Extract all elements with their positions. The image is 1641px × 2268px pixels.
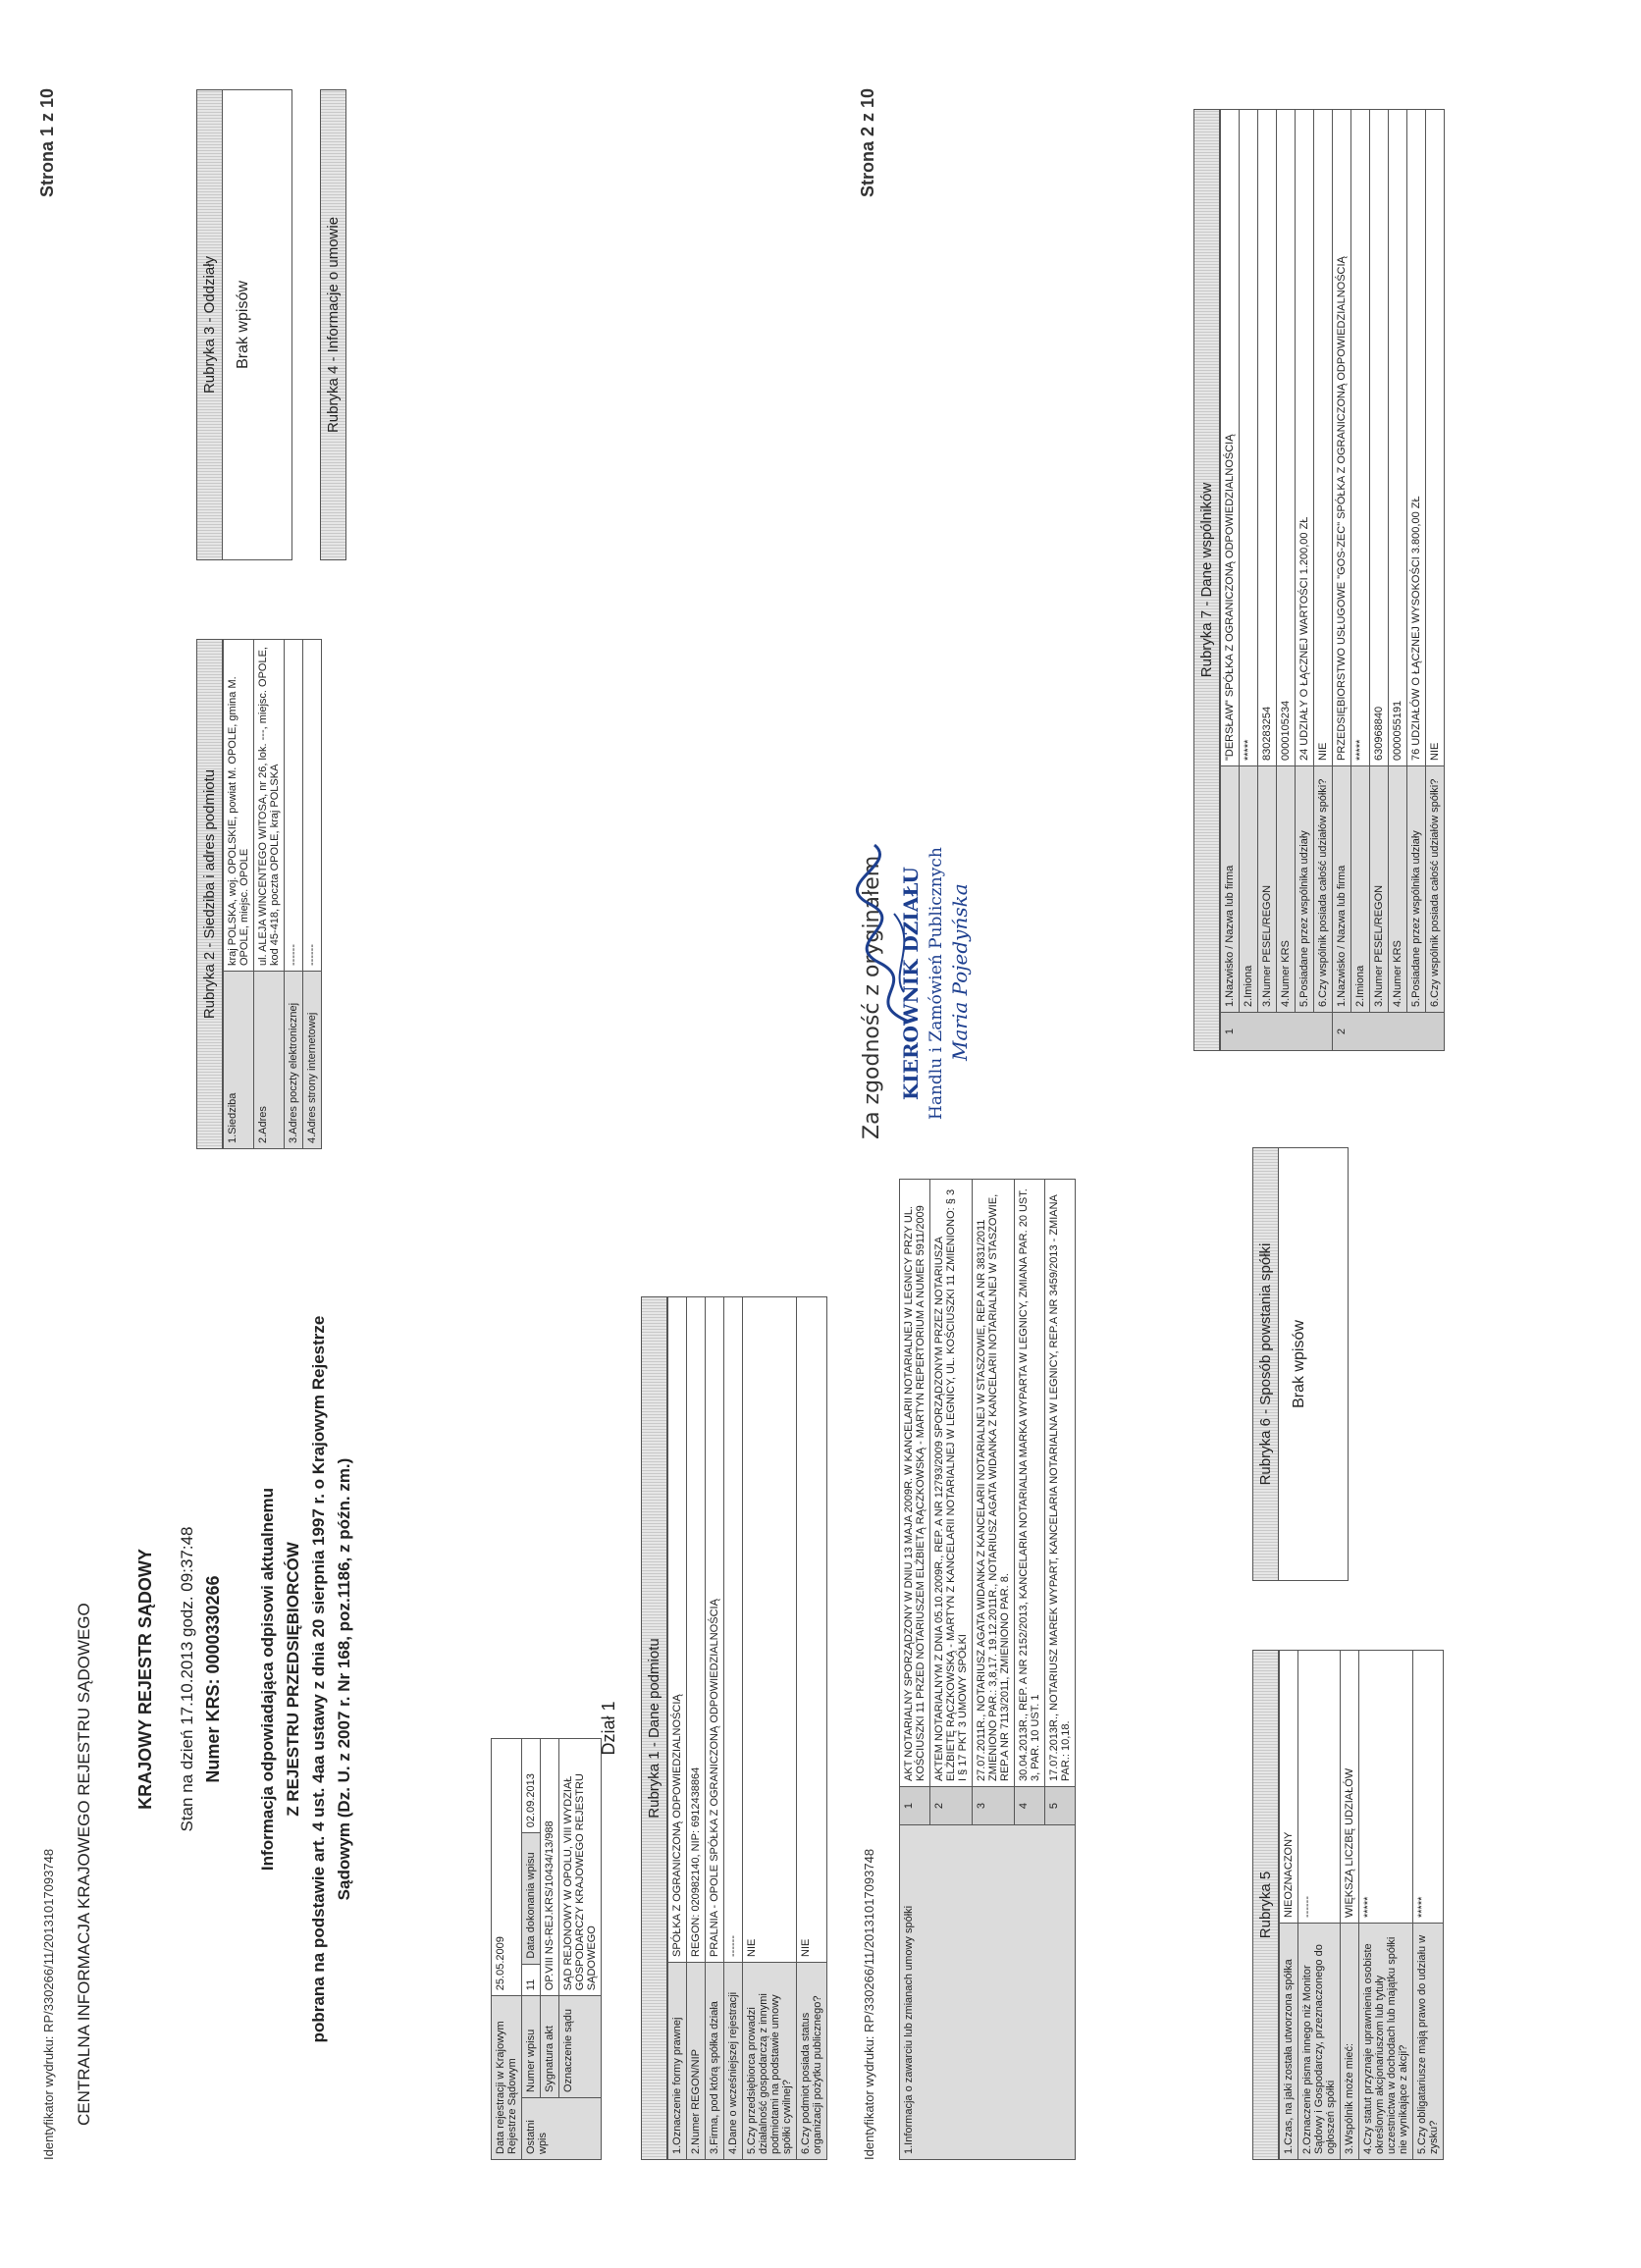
entry-no-label: Numer wpisu xyxy=(522,1996,541,2098)
table-row xyxy=(1280,1651,1298,2160)
stamp-name: Maria Pojedyńska xyxy=(948,883,972,1061)
row-label: 6.Czy wspólnik posiada całość udziałów spółki? xyxy=(1426,766,1445,1013)
row-value: 0000055191 xyxy=(1389,110,1407,766)
table-row xyxy=(668,1297,687,2160)
rubryka-4-title: Rubryka 4 - Informacje o umowie xyxy=(320,89,346,560)
rubryka-1-title: Rubryka 1 - Dane podmiotu xyxy=(641,1296,667,2160)
row-label: 5.Czy obligatariusze mają prawo do udziału w zysku? xyxy=(1413,1924,1444,2160)
print-identifier: Identyfikator wydruku: RP/330266/11/20131017093748 xyxy=(41,1848,56,2160)
rubryka-6-title: Rubryka 6 - Sposób powstania spółki xyxy=(1253,1148,1279,1580)
row-label: 4.Dane o wcześniejszej rejestracji xyxy=(724,1963,743,2160)
table-row xyxy=(900,1180,930,2160)
conformity-stamp: Za zgodność z oryginałem xyxy=(860,855,884,1139)
table-row xyxy=(1258,110,1277,1051)
signature-value: OP.VIII NS-REJ.KRS/10434/13/988 xyxy=(541,1739,559,1996)
row-value: ------ xyxy=(1298,1651,1341,1924)
rubryka-6 xyxy=(1252,1147,1349,1581)
row-label: 4.Numer KRS xyxy=(1389,766,1407,1013)
sections-row xyxy=(599,148,823,2160)
reg-date-label: Data rejestracji w Krajowym Rejestrze Sądowym xyxy=(492,1996,522,2160)
row-value: ***** xyxy=(1351,110,1370,766)
rubryka-6-empty: Brak wpisów xyxy=(1291,1320,1307,1408)
page-number-2: Strona 2 z 10 xyxy=(858,88,877,198)
row-label: 3.Wspólnik może mieć: xyxy=(1341,1924,1359,2160)
row-value: NIE xyxy=(797,1297,827,1963)
stamp-head: KIEROWNIK DZIAŁU xyxy=(899,867,923,1100)
registration-table xyxy=(491,1738,602,2160)
reg-date-value: 25.05.2009 xyxy=(492,1739,522,1996)
table-row xyxy=(285,640,303,1149)
row-value: REGON: 020982140, NIP: 6912438864 xyxy=(687,1297,706,1963)
row-value: "DERSŁAW" SPÓŁKA Z OGRANICZONĄ ODPOWIEDZIALNOŚCIĄ xyxy=(1221,110,1240,766)
rubryka-3-title: Rubryka 3 - Oddziały xyxy=(197,90,223,559)
entry-date-label: Data dokonania wpisu xyxy=(522,1833,541,1964)
table-row xyxy=(224,640,254,1149)
table-row xyxy=(743,1297,797,2160)
register-title: KRAJOWY REJESTR SĄDOWY xyxy=(135,1549,155,1810)
table-row xyxy=(254,640,285,1149)
row-value: 0000105234 xyxy=(1277,110,1296,766)
row-label: 2.Numer REGON/NIP xyxy=(687,1963,706,2160)
row-value: WIĘKSZĄ LICZBĘ UDZIAŁÓW xyxy=(1341,1651,1359,1924)
row-value: kraj POLSKA, woj. OPOLSKIE, powiat M. OPOLE, gmina M. OPOLE, miejsc. OPOLE xyxy=(224,640,254,972)
entry-number: 1 xyxy=(900,1787,930,1825)
state-date: Stan na dzień 17.10.2013 godz. 09:37:48 xyxy=(178,1526,196,1832)
rubryka-7-table xyxy=(1220,109,1445,1051)
table-row xyxy=(1389,110,1407,1051)
row-label: 2.Imiona xyxy=(1240,766,1258,1013)
entry-number: 3 xyxy=(973,1787,1015,1825)
rubryka-5-table xyxy=(1279,1650,1444,2160)
row-value: ***** xyxy=(1359,1651,1413,1924)
table-row xyxy=(1370,110,1389,1051)
row-label: 3.Numer PESEL/REGON xyxy=(1370,766,1389,1013)
handwritten-signature xyxy=(850,835,928,1031)
rubryka-2-table xyxy=(223,639,322,1149)
page-number: Strona 1 z 10 xyxy=(37,88,57,198)
entry-date-value: 02.09.2013 xyxy=(522,1739,541,1833)
row-label: 1.Nazwisko / Nazwa lub firma xyxy=(1333,766,1351,1013)
row-label: 2.Imiona xyxy=(1351,766,1370,1013)
row-label: 4.Adres strony internetowej xyxy=(303,972,322,1149)
rubryka-2-title: Rubryka 2 - Siedziba i adres podmiotu xyxy=(196,639,223,1149)
row-value: PRALNIA - OPOLE SPÓŁKA Z OGRANICZONĄ ODPOWIEDZIALNOŚCIĄ xyxy=(706,1297,724,1963)
rubryka-7 xyxy=(1193,109,1445,1051)
table-row xyxy=(1314,110,1333,1051)
row-value: NIE xyxy=(1314,110,1333,766)
table-row xyxy=(1298,1651,1341,2160)
row-value: ------ xyxy=(724,1297,743,1963)
print-identifier-2: Identyfikator wydruku: RP/330266/11/20131017093748 xyxy=(862,1848,876,2160)
entry-text: AKT NOTARIALNY SPORZĄDZONY W DNIU 13 MAJA 2009R. W KANCELARII NOTARIALNEJ W LEGNICY PRZY UL. KOŚCIUSZKI 11 PRZED NOTARIUSZEM ELŻBIETĄ RĄCZKOWSKĄ - MARTYN REPERTORIUM A NUMER 5911/2009 xyxy=(900,1180,930,1787)
signature-label: Sygnatura akt xyxy=(541,1996,559,2098)
rubryka-3-empty: Brak wpisów xyxy=(235,281,251,369)
row-label: 3.Numer PESEL/REGON xyxy=(1258,766,1277,1013)
table-row xyxy=(687,1297,706,2160)
info-line-1: Informacja odpowiadająca odpisowi aktualnemu xyxy=(258,1487,277,1872)
rubryka-5-title: Rubryka 5 xyxy=(1252,1650,1279,2160)
row-value: 24 UDZIAŁY O ŁĄCZNEJ WARTOŚCI 1.200,00 ZŁ xyxy=(1296,110,1314,766)
table-row xyxy=(1296,110,1314,1051)
page-2 xyxy=(820,0,1641,2268)
row-label: 1.Nazwisko / Nazwa lub firma xyxy=(1221,766,1240,1013)
info-line-2: Z REJESTRU PRZEDSIĘBIORCÓW xyxy=(284,1542,302,1817)
entry-text: AKTEM NOTARIALNYM Z DNIA 05.10.2009R., REP. A NR 12793/2009 SPORZĄDZONYM PRZEZ NOTARIUSZA ELŻBIETĘ RĄCZKOWSKĄ - MARTYN Z KANCELARII NOTARIALNEJ W LEGNICY, UL. KOŚCIUSZKI 11 ZMIENIONO: § 3 I § 17 PKT 3 UMOWY SPÓŁKI xyxy=(930,1180,973,1787)
table-row xyxy=(1351,110,1370,1051)
table-row xyxy=(1407,110,1426,1051)
row-value: SPÓŁKA Z OGRANICZONĄ ODPOWIEDZIALNOŚCIĄ xyxy=(668,1297,687,1963)
entry-text: 17.07.2013R., NOTARIUSZ MAREK WYPART, KANCELARIA NOTARIALNA W LEGNICY, REP.A NR 3459/2013 - ZMIANA PAR.: 10,18. xyxy=(1045,1180,1076,1787)
row-value: ul. ALEJA WINCENTEGO WITOSA, nr 26, lok. ---, miejsc. OPOLE, kod 45-418, poczta OPOLE, kraj POLSKA xyxy=(254,640,285,972)
row-label: 1.Informacja o zawarciu lub zmianach umowy spółki xyxy=(900,1825,1076,2160)
rubryka-7-title: Rubryka 7 - Dane wspólników xyxy=(1193,109,1220,1051)
row-value: 76 UDZIAŁÓW O ŁĄCZNEJ WYSOKOŚCI 3.800,00 ZŁ xyxy=(1407,110,1426,766)
table-row xyxy=(303,640,322,1149)
row-value: NIE xyxy=(743,1297,797,1963)
row-value: ***** xyxy=(1240,110,1258,766)
row-label: 2.Oznaczenie pisma innego niż Monitor Sądowy i Gospodarczy, przeznaczonego do ogłoszeń spółki xyxy=(1298,1924,1341,2160)
entry-text: 30.04.2013R., REP. A NR 2152/2013, KANCELARIA NOTARIALNA MARKA WYPARTA W LEGNICY, ZMIANA PAR. 20 UST. 3, PAR. 10 UST. 1 xyxy=(1015,1180,1045,1787)
row-label: 6.Czy wspólnik posiada całość udziałów spółki? xyxy=(1314,766,1333,1013)
row-value: 830283254 xyxy=(1258,110,1277,766)
row-label: 2.Adres xyxy=(254,972,285,1149)
entry-number: 2 xyxy=(930,1787,973,1825)
rubryka-1-table xyxy=(667,1296,827,2160)
org-name: CENTRALNA INFORMACJA KRAJOWEGO REJESTRU SĄDOWEGO xyxy=(75,1603,93,2126)
entry-text: 27.07.2011R., NOTARIUSZ AGATA WIDANKA Z KANCELARII NOTARIALNEJ W STASZOWIE, REP.A NR 3831/2011 ZMIENIONO PAR.: 3,8,17. 19.12.2011R., NOTARIUSZ AGATA WIDANKA Z KANCELARII NOTARIALNEJ W STASZOWIE, REP.A NR 7113/2011, ZMIENIONO PAR. 8. xyxy=(973,1180,1015,1787)
row-label: 5.Czy przedsiębiorca prowadzi działalność gospodarczą z innymi podmiotami na podstawie umowy spółki cywilnej? xyxy=(743,1963,797,2160)
row-label: 1.Siedziba xyxy=(224,972,254,1149)
row-label: 5.Posiadane przez wspólnika udziały xyxy=(1407,766,1426,1013)
table-row xyxy=(1240,110,1258,1051)
row-label: 6.Czy podmiot posiada status organizacji pożytku publicznego? xyxy=(797,1963,827,2160)
row-label: 1.Czas, na jaki została utworzona spółka xyxy=(1280,1924,1298,2160)
rubryka-1 xyxy=(599,1296,827,2160)
doc-title-block xyxy=(135,1198,357,2160)
table-row xyxy=(1277,110,1296,1051)
table-row xyxy=(1333,110,1351,1051)
entry-number: 4 xyxy=(1015,1787,1045,1825)
row-label: 5.Posiadane przez wspólnika udziały xyxy=(1296,766,1314,1013)
row-label: 1.Oznaczenie formy prawnej xyxy=(668,1963,687,2160)
last-entry-label: Ostatni wpis xyxy=(522,2098,602,2160)
table-row xyxy=(1341,1651,1359,2160)
rubryka-4-table xyxy=(899,1179,1076,2160)
court-label: Oznaczenie sądu xyxy=(559,1996,602,2098)
partner-number: 2 xyxy=(1333,1013,1445,1051)
info-line-3: pobrana na podstawie art. 4 ust. 4aa ustawy z dnia 20 sierpnia 1997 r. o Krajowym Rejestrze xyxy=(309,1315,328,2043)
table-row xyxy=(1221,110,1240,1051)
row-value: ------ xyxy=(303,640,322,972)
row-value: ***** xyxy=(1413,1651,1444,1924)
dzial-1-title: Dział 1 xyxy=(599,1701,618,1756)
row-label: 3.Adres poczty elektronicznej xyxy=(285,972,303,1149)
row-value: PRZEDSIĘBIORSTWO USŁUGOWE "GOS-ZEC" SPÓŁKA Z OGRANICZONĄ ODPOWIEDZIALNOŚCIĄ xyxy=(1333,110,1351,766)
row-label: 4.Czy statut przyznaje uprawnienia osobiste określonym akcjonariuszom lub tytuły uczestnictwa w dochodach lub majątku spółki nie wynikające z akcji? xyxy=(1359,1924,1413,2160)
info-line-4: Sądowym (Dz. U. z 2007 r. Nr 168, poz.1186, z późn. zm.) xyxy=(335,1457,353,1901)
stamp-dept: Handlu i Zamówień Publicznych xyxy=(926,847,946,1120)
table-row xyxy=(1426,110,1445,1051)
krs-number: Numer KRS: 0000330266 xyxy=(203,1575,223,1783)
row-label: 4.Numer KRS xyxy=(1277,766,1296,1013)
table-row xyxy=(724,1297,743,2160)
table-row xyxy=(1359,1651,1413,2160)
partner-number: 1 xyxy=(1221,1013,1333,1051)
row-value: ------ xyxy=(285,640,303,972)
rubryka-5 xyxy=(1252,1650,1444,2160)
row-label: 3.Firma, pod którą spółka działa xyxy=(706,1963,724,2160)
row-value: 630968840 xyxy=(1370,110,1389,766)
row-value: NIEOZNACZONY xyxy=(1280,1651,1298,1924)
rubryka-3-4 xyxy=(196,89,346,560)
court-value: SĄD REJONOWY W OPOLU, VIII WYDZIAŁ GOSPODARCZY KRAJOWEGO REJESTRU SĄDOWEGO xyxy=(559,1739,602,1996)
entry-number: 5 xyxy=(1045,1787,1076,1825)
table-row xyxy=(706,1297,724,2160)
row-value: NIE xyxy=(1426,110,1445,766)
table-row xyxy=(1413,1651,1444,2160)
page-header xyxy=(37,88,57,2160)
rubryka-3-box xyxy=(196,89,292,560)
entry-no-value: 11 xyxy=(522,1964,541,1996)
rubryka-2 xyxy=(196,639,322,1149)
